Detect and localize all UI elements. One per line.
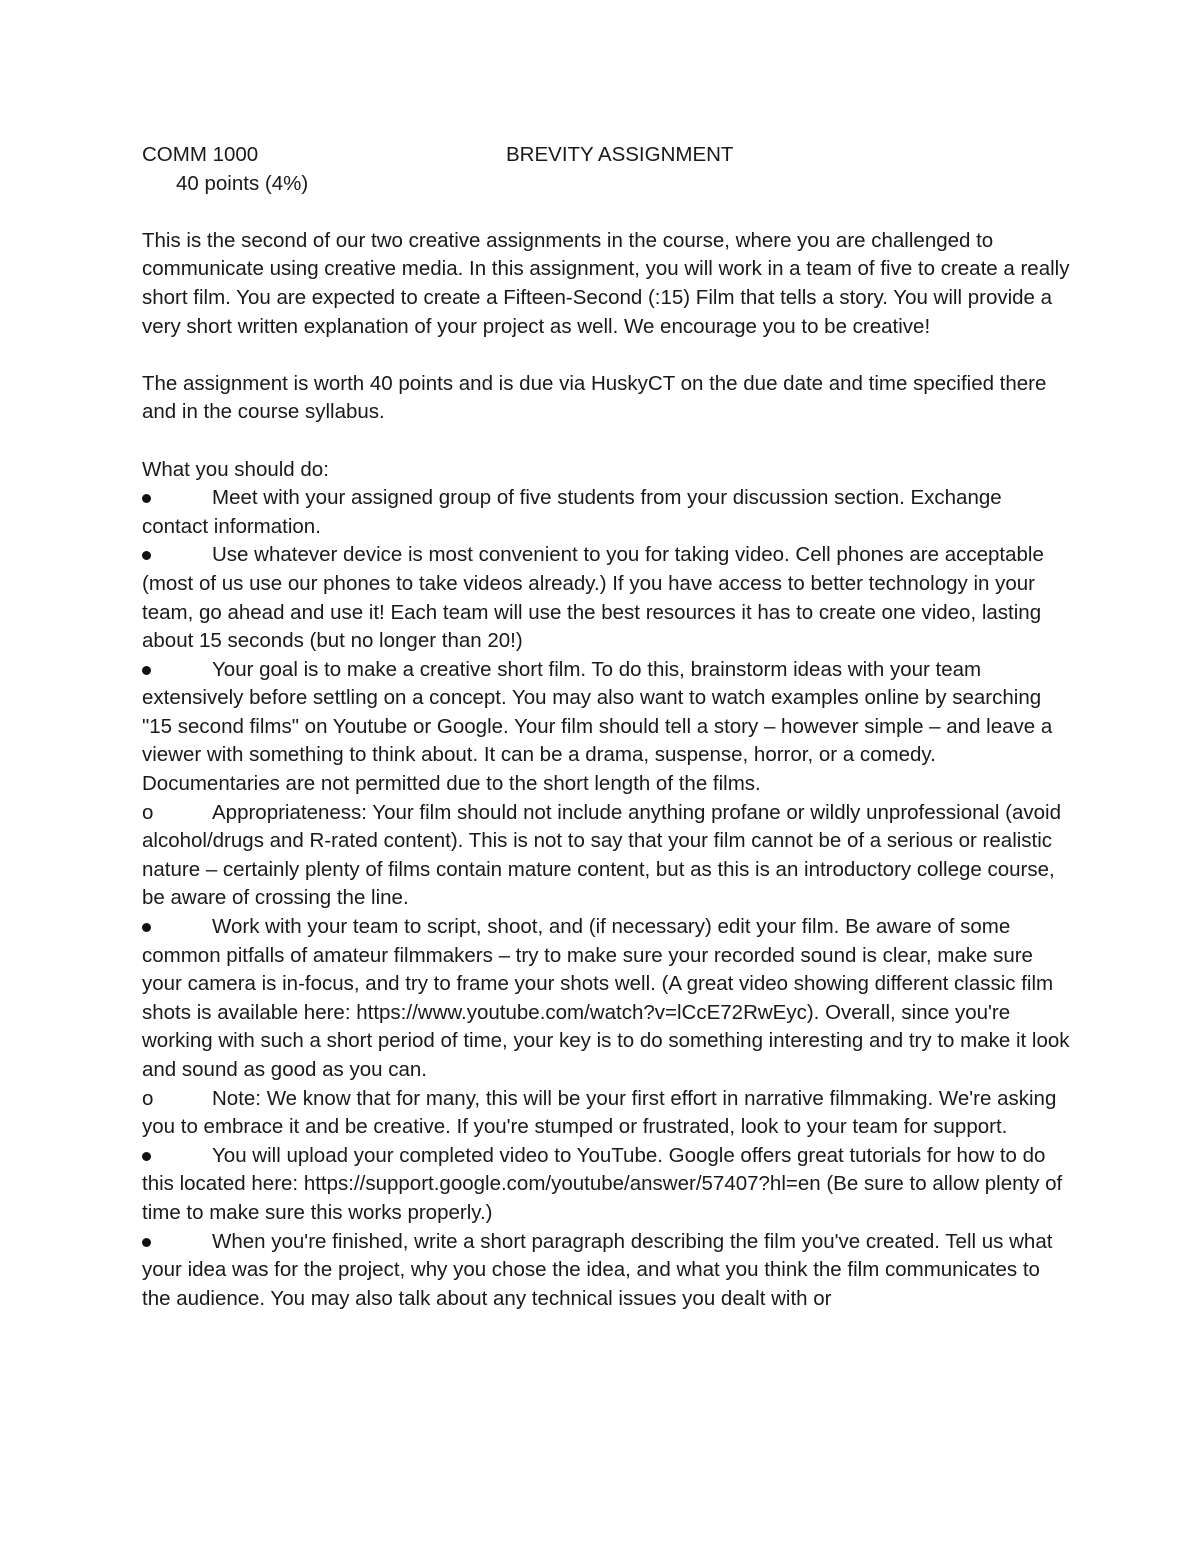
document-page <box>142 141 1072 1313</box>
sub-bullet-marker: o <box>142 800 154 824</box>
intro-paragraph: This is the second of our two creative assignments in the course, where you are challenged to communicate using creative media. In this assignment, you will work in a team of five to create a really short film. You are expected to create a Fifteen-Second (:15) Film that tells a story. You will provide a very short written explanation of your project as well. We encourage you to be creative! <box>142 228 1070 338</box>
points-value: 40 points (4%) <box>176 171 309 195</box>
list-item-text: Note: We know that for many, this will be your first effort in narrative filmmaking. We're asking you to embrace it and be creative. If you're stumped or frustrated, look to your team for support. <box>142 1086 1057 1139</box>
instructions-heading: What you should do: <box>142 457 329 481</box>
due-paragraph: The assignment is worth 40 points and is due via HuskyCT on the due date and time specified there and in the course syllabus. <box>142 371 1047 424</box>
list-item-text: Your goal is to make a creative short film. To do this, brainstorm ideas with your team extensively before settling on a concept. You may also want to watch examples online by searching "15 second films" on Youtube or Google. Your film should tell a story – however simple – and leave a viewer with something to think about. It can be a drama, suspense, horror, or a comedy. Documentaries are not permitted due to the short length of the films. <box>142 657 1053 796</box>
bullet-icon <box>142 551 151 560</box>
list-item-text: Meet with your assigned group of five students from your discussion section. Exchange contact information. <box>142 486 1002 538</box>
list-item-text: Work with your team to script, shoot, and (if necessary) edit your film. Be aware of some common pitfalls of amateur filmmakers – try to make sure your recorded sound is clear, make sure your camera is in-focus, and try to frame your shots well. (A great video showing different classic film shots is available here: https://www.youtube.com/watch?v=lCcE72RwEyc). Overall, since you're working with such a short period of time, your key is to do something interesting and try to make it look and sound as good as you can. <box>142 915 1070 1081</box>
spacer <box>142 341 1072 370</box>
spacer <box>142 427 1072 456</box>
list-item <box>142 1228 1072 1314</box>
assignment-title: BREVITY ASSIGNMENT <box>506 143 734 166</box>
bullet-icon <box>142 494 151 503</box>
sub-bullet-marker: o <box>142 1086 154 1110</box>
list-item-text: You will upload your completed video to YouTube. Google offers great tutorials for how to do this located here: https://support.google.com/youtube/answer/57407?hl=en (Be sure to allow plenty of time to make sure this works properly.) <box>142 1143 1063 1224</box>
header-line <box>142 141 1072 170</box>
bullet-icon <box>142 666 151 675</box>
list-item <box>142 541 1072 655</box>
spacer <box>142 198 1072 227</box>
list-item-text: When you're finished, write a short paragraph describing the film you've created. Tell us what your idea was for the project, why you chose the idea, and what you think the film communicates to the audience. You may also talk about any technical issues you dealt with or <box>142 1229 1053 1310</box>
bullet-icon <box>142 1152 151 1161</box>
instructions-list <box>142 484 1072 1313</box>
list-item-text: Use whatever device is most convenient to you for taking video. Cell phones are acceptable (most of us use our phones to take videos already.) If you have access to better technology in your team, go ahead and use it! Each team will use the best resources it has to create one video, lasting about 15 seconds (but no longer than 20!) <box>142 543 1044 653</box>
list-item <box>142 656 1072 799</box>
course-code: COMM 1000 <box>142 143 259 166</box>
list-item <box>142 484 1072 541</box>
list-item-text: Appropriateness: Your film should not include anything profane or wildly unprofessional (avoid alcohol/drugs and R-rated content). This is not to say that your film cannot be of a serious or realistic nature – certainly plenty of films contain mature content, but as this is an introductory college course, be aware of crossing the line. <box>142 800 1061 910</box>
bullet-icon <box>142 923 151 932</box>
sub-list-item <box>142 1085 1072 1142</box>
list-item <box>142 1142 1072 1228</box>
sub-list-item <box>142 799 1072 913</box>
list-item <box>142 913 1072 1085</box>
bullet-icon <box>142 1238 151 1247</box>
